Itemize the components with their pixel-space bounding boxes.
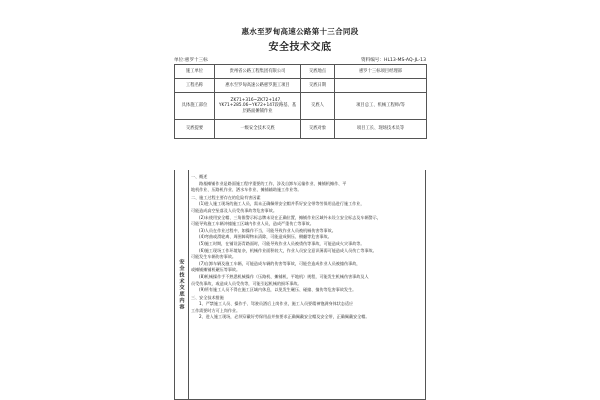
content-paragraph: 可能导致施工车辆冲撞施工区域内作业人员，造成严重伤亡等事故。 (191, 221, 314, 227)
label-cell: 交底地点 (301, 65, 335, 79)
content-text (191, 173, 421, 399)
value-cell: 一级安全技术交底 (215, 120, 301, 139)
content-paragraph: 可能造成高空坠落及人员受伤事故等危害事故。 (191, 207, 277, 213)
label-cell: 交底提要 (175, 120, 215, 139)
table-row (175, 65, 427, 79)
info-table (174, 64, 427, 139)
table-row (175, 93, 427, 120)
content-paragraph: (6)施工现场工作环境复杂，机械作业面积较大，作业人员安全意识薄弱可能造成人员伤亡等事故。 (199, 247, 377, 253)
content-paragraph: 一、概述 (191, 174, 208, 179)
label-cell: 交底日期 (301, 79, 335, 93)
label-cell: 交底对象 (301, 120, 335, 139)
content-paragraph: 二、施工过程主要存在的危险有害因素 (191, 194, 261, 200)
content-paragraph: (7)自卸车辆及施工车辆，可能造成车辆的伤害等事故，可能会造成作业人员被撞伤事故， (199, 260, 361, 266)
label-cell: 具体施工部位 (175, 93, 215, 120)
label-cell: 工程名称 (175, 79, 215, 93)
document-number: 资料编号：HL13-MS-AQ-JL-13 (361, 58, 426, 63)
document-title: 安全技术交底 (268, 42, 332, 53)
content-paragraph: (9)所有施工人员不得在施工区域内休息，以免发生碾压、碰撞、撞伤等危害事故发生。 (199, 287, 357, 293)
table-row (175, 79, 427, 93)
content-paragraph: 或摊铺摊铺机碾压等事故。 (191, 267, 241, 273)
content-paragraph: 工作需要时方可上岗作业。 (191, 307, 241, 313)
content-paragraph: (5)施工时期，在铺设沥青路面时，可能导致作业人员被烫伤等事故，可能造成火灾事故等。 (199, 240, 365, 246)
content-box (174, 170, 426, 400)
value-cell: 惠水至罗甸高速公路惠罗施工项目 (215, 79, 301, 93)
side-label: 安全技术交底内容 (178, 258, 185, 311)
document-page (174, 26, 426, 400)
content-paragraph: 可能发生车辆伤害事故。 (191, 254, 237, 260)
value-cell: 项目工长、现场技术员等 (335, 120, 427, 139)
value-cell (335, 79, 427, 93)
unit-label: 单位:惠罗十三标 (174, 58, 208, 63)
value-cell: 惠罗十三标项目经理部 (335, 65, 427, 79)
content-paragraph: 三、安全技术措施 (191, 294, 224, 300)
value-cell: 贵州省公路工程集团有限公司 (215, 65, 301, 79)
content-paragraph: (8)机械操作手不熟悉机械操作（压路机、摊铺机、平地机）规程，可能发生机械伤害事故及人 (199, 273, 369, 279)
project-title: 惠水至罗甸高速公路第十三合同段 (241, 27, 359, 36)
label-cell: 交底人 (301, 93, 335, 120)
content-paragraph: (3)人员在作业过程中，如操作不当，可能导致作业人员被机械伤害等事故。 (199, 227, 336, 233)
content-paragraph: (4)弯曲或滑轮离、周围障碍物未清除，可能造成倒压、侧翻等危害事故。 (199, 234, 332, 240)
content-paragraph: (2)未使用安全帽、三角锥警示标志牌未设在正确位置，摊铺作业区域外未设立安全标志及车辆警示， (199, 214, 381, 220)
value-cell: ZK71+316~ZK72+147、YK71+285.06~YK72+147段路基、基层路面摊铺作业 (215, 93, 301, 120)
content-paragraph: 路基摊铺作业是路面施工程序重要的工作，涉及自卸车运输作业、摊铺机摊作、平 (199, 180, 347, 186)
content-paragraph: 2、进入施工现场，必须穿戴好劳保用品并按要求正确佩戴安全帽及安全带，正确佩戴安全帽。 (199, 314, 370, 320)
label-cell: 施工单位 (175, 65, 215, 79)
content-paragraph: 地机作业、压路机作业、洒水车作业、摊铺辅助施工作业等。 (191, 187, 302, 193)
content-paragraph: 1、严禁施工人员、操作手、驾驶员酒后上岗作业，施工人员要精神饱满身体状态适应 (199, 301, 354, 307)
side-label-cell (175, 170, 189, 399)
table-row (175, 120, 427, 139)
content-paragraph: 员受伤事故，或造成人员受伤等，可能引起机械的损坏事故。 (191, 280, 302, 286)
value-cell: 项目总工、机械工程师/等 (335, 93, 427, 120)
content-paragraph: (1)进入施工现场的施工人员，需未正确佩带安全帽并系好安全带等劳保用品进行施工作业， (199, 201, 365, 207)
